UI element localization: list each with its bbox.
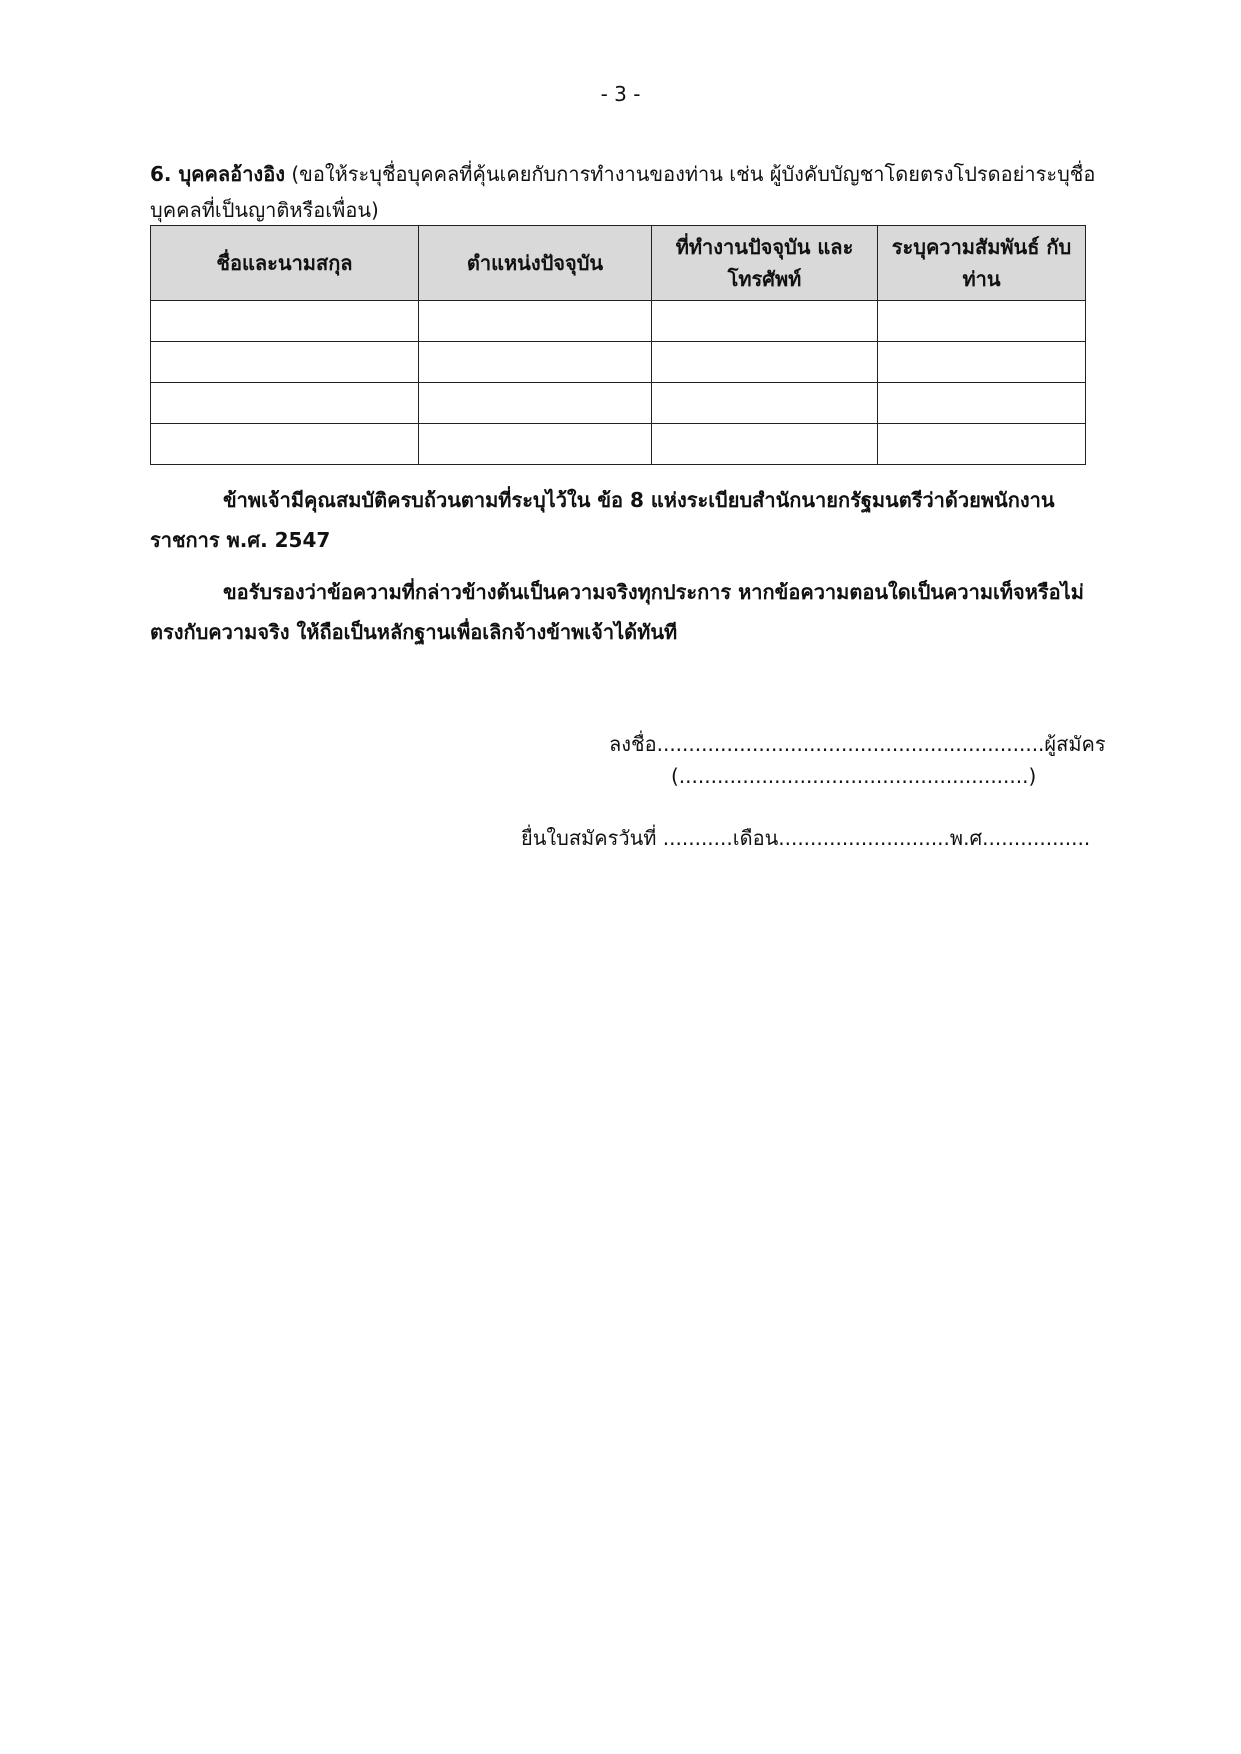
table-cell[interactable] xyxy=(652,301,878,342)
table-cell[interactable] xyxy=(878,342,1086,383)
section-6-description: (ขอให้ระบุชื่อบุคคลที่คุ้นเคยกับการทำงานของท่าน เช่น ผู้บังคับบัญชาโดยตรงโปรดอย่าระบุชื่อบุคคลที่เป็นญาติหรือเพื่อน) xyxy=(150,162,1096,222)
section-6-title: 6. บุคคลอ้างอิง xyxy=(150,162,285,186)
table-row xyxy=(151,342,1086,383)
table-cell[interactable] xyxy=(151,342,419,383)
table-cell[interactable] xyxy=(878,301,1086,342)
table-row xyxy=(151,301,1086,342)
page-number: - 3 - xyxy=(600,82,641,106)
certification-statement: ขอรับรองว่าข้อความที่กล่าวข้างต้นเป็นความจริงทุกประการ หากข้อความตอนใดเป็นความเท็จหรือไม่ตรงกับความจริง ให้ถือเป็นหลักฐานเพื่อเลิกจ้างข้าพเจ้าได้ทันที xyxy=(150,580,1084,644)
column-header-name: ชื่อและนามสกุล xyxy=(151,226,419,301)
table-row xyxy=(151,424,1086,465)
table-cell[interactable] xyxy=(652,342,878,383)
table-cell[interactable] xyxy=(419,301,652,342)
table-header-row xyxy=(151,226,1086,301)
table-cell[interactable] xyxy=(419,424,652,465)
section-6-heading xyxy=(150,156,1100,228)
column-header-relationship: ระบุความสัมพันธ์ กับท่าน xyxy=(878,226,1086,301)
reference-table xyxy=(150,225,1086,465)
application-date-line: ยื่นใบสมัครวันที่ ...........เดือน...........................พ.ศ................. xyxy=(521,826,1091,850)
column-header-workplace-phone: ที่ทำงานปัจจุบัน และโทรศัพท์ xyxy=(652,226,878,301)
table-cell[interactable] xyxy=(878,383,1086,424)
table-cell[interactable] xyxy=(151,301,419,342)
signature-name-line: (.......................................................) xyxy=(671,764,1037,788)
qualification-statement: ข้าพเจ้ามีคุณสมบัติครบถ้วนตามที่ระบุไว้ใน ข้อ 8 แห่งระเบียบสำนักนายกรัฐมนตรีว่าด้วยพนักงานราชการ พ.ศ. 2547 xyxy=(150,488,1055,552)
table-cell[interactable] xyxy=(151,383,419,424)
table-cell[interactable] xyxy=(652,424,878,465)
column-header-position: ตำแหน่งปัจจุบัน xyxy=(419,226,652,301)
table-cell[interactable] xyxy=(151,424,419,465)
table-row xyxy=(151,383,1086,424)
table-cell[interactable] xyxy=(878,424,1086,465)
table-cell[interactable] xyxy=(419,342,652,383)
table-cell[interactable] xyxy=(652,383,878,424)
signature-line: ลงชื่อ.............................................................ผู้สมัคร xyxy=(609,732,1106,756)
table-cell[interactable] xyxy=(419,383,652,424)
